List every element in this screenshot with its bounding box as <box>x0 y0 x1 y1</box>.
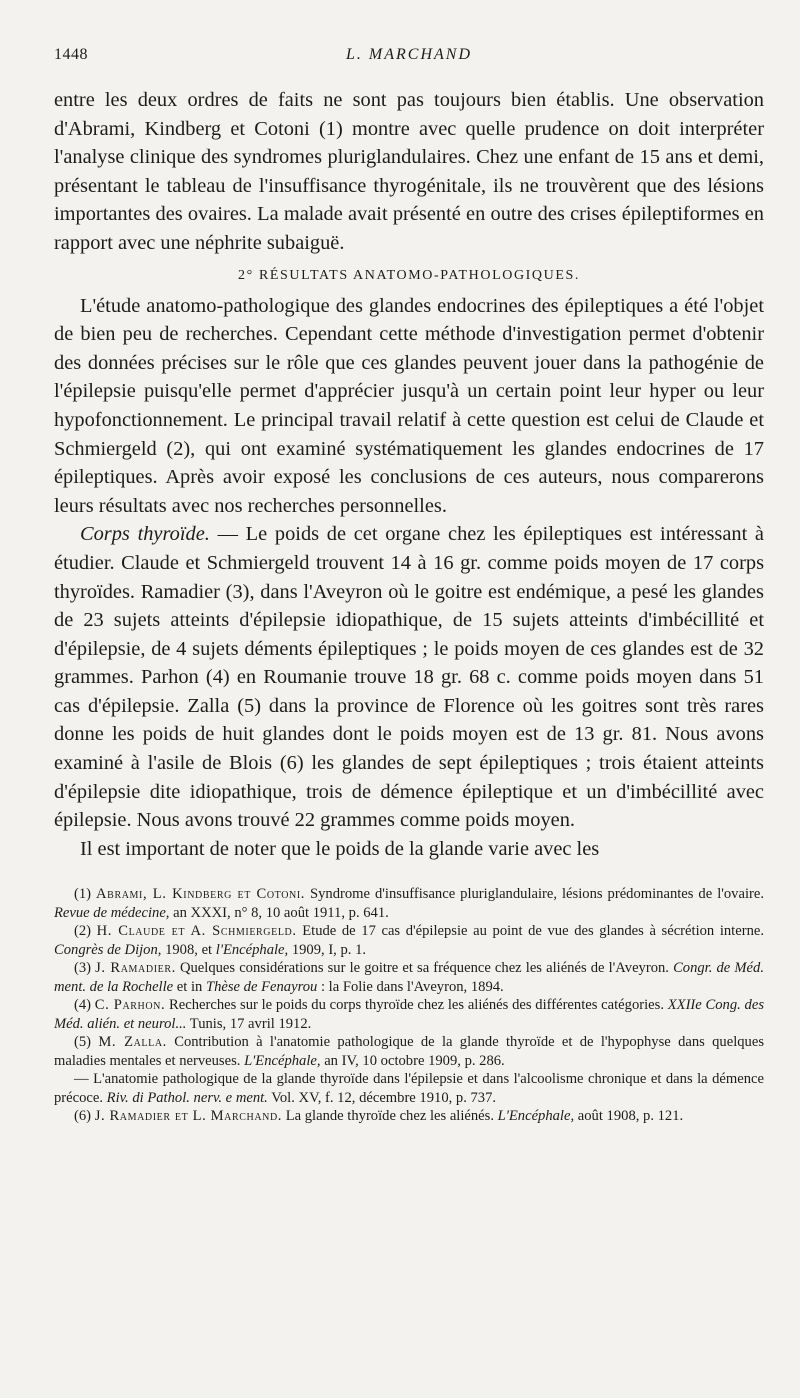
footnote-text: Contribution à l'anatomie pathologique de la glande thyroïde et de l'hypophyse dans quelques maladies mentales et nerveuses. <box>54 1034 764 1069</box>
running-head <box>54 46 764 86</box>
section-number: 2° <box>238 267 254 283</box>
footnote-text: Syndrome d'insuffisance pluriglandulaire, lésions prédominantes de l'ovaire. <box>305 886 764 903</box>
page-number: 1448 <box>54 46 88 63</box>
footnote-authors: J. Ramadier et L. Marchand. <box>94 1108 283 1125</box>
footnote-journal: Congrès de Dijon, <box>54 941 162 958</box>
paragraph-4: Il est important de noter que le poids de la glande varie avec les <box>80 837 600 860</box>
footnote-text: an IV, 10 octobre 1909, p. 286. <box>320 1052 505 1069</box>
footnotes <box>54 885 764 1126</box>
footnote-3 <box>54 959 764 996</box>
footnote-journal: L'Encéphale, <box>244 1052 321 1069</box>
footnote-authors: C. Parhon. <box>94 997 166 1014</box>
footnote-text: an XXXI, n° 8, 10 août 1911, p. 641. <box>169 904 389 921</box>
running-head-author: L. MARCHAND <box>346 46 472 63</box>
section-heading <box>54 266 764 286</box>
footnote-1 <box>54 885 764 922</box>
footnote-authors: J. Ramadier. <box>95 960 176 977</box>
footnote-number: (6) <box>74 1108 92 1125</box>
paragraph-3-text: — Le poids de cet organe chez les épileptiques est intéressant à étudier. Claude et Schmiergeld trouvent 14 à 16 gr. comme poids moyen de 17 corps thyroïdes. Ramadier (3), dans l'Aveyron où le goitre est endémique, a pesé les glandes de 23 sujets atteints d'épilepsie idiopathique, de 15 sujets atteints d'imbécillité et d'épilepsie, de 4 sujets déments épileptiques ; le poids moyen de ces glandes est de 32 grammes. Parhon (4) en Roumanie trouve 18 gr. 68 c. comme poids moyen dans 51 cas d'épilepsie. Zalla (5) dans la province de Florence où les goitres sont très rares donne les poids de huit glandes dont le poids moyen est de 13 gr. 81. Nous avons examiné à l'asile de Blois (6) les glandes de sept épileptiques ; trois étaient atteints d'épilepsie dite idiopathique, trois de démence épileptique et un d'imbécillité avec épilepsie. Nous avons trouvé 22 grammes comme poids moyen. <box>54 523 764 832</box>
footnote-number: (1) <box>74 886 92 903</box>
footnote-2 <box>54 922 764 959</box>
footnote-authors: M. Zalla. <box>98 1034 167 1051</box>
paragraph-3 <box>54 520 764 835</box>
footnote-number: (4) <box>74 997 92 1014</box>
footnote-6 <box>54 1107 764 1126</box>
paragraph-2: L'étude anatomo-pathologique des glandes endocrines des épileptiques a été l'objet de bien peu de recherches. Cependant cette méthode d'investigation permet d'obtenir des données précises sur le rôle que ces glandes peuvent jouer dans la pathogénie de l'épilepsie puisqu'elle permet d'apprécier jusqu'à un certain point leur hyper ou leur hypofonctionnement. Le principal travail relatif à cette question est celui de Claude et Schmiergeld (2), qui ont examiné systématiquement les glandes endocrines de 17 épileptiques. Après avoir exposé les conclusions de ces auteurs, nous comparerons leurs résultats avec nos recherches personnelles. <box>54 294 764 517</box>
footnote-journal: Thèse de Fenayrou <box>205 978 318 995</box>
body-text <box>54 86 764 863</box>
footnote-journal: Riv. di Pathol. nerv. e ment. <box>106 1089 268 1106</box>
footnote-5-continued <box>54 1070 764 1107</box>
subhead-corps-thyroide: Corps thyroïde. <box>80 523 210 546</box>
footnote-journal: l'Encéphale, <box>215 941 289 958</box>
footnote-number: (5) <box>74 1034 92 1051</box>
footnote-number: (3) <box>74 960 92 977</box>
footnote-journal: Congr. de Méd. ment. de la Rochelle <box>54 960 764 995</box>
footnote-journal: Revue de médecine, <box>54 904 170 921</box>
footnote-text: — L'anatomie pathologique de la glande thyroïde dans l'épilepsie et dans l'alcoolisme chronique et dans la démence précoce. <box>54 1071 764 1106</box>
footnote-authors: H. Claude et A. Schmiergeld. <box>96 923 297 940</box>
footnote-text: Recherches sur le poids du corps thyroïde chez les aliénés des différentes catégories. <box>165 997 668 1014</box>
footnote-text: 1908, et <box>161 941 216 958</box>
footnote-number: (2) <box>74 923 92 940</box>
footnote-text: août 1908, p. 121. <box>574 1108 684 1125</box>
footnote-text: : la Folie dans l'Aveyron, 1894. <box>317 978 504 995</box>
section-title: RÉSULTATS ANATOMO-PATHOLOGIQUES. <box>258 267 580 283</box>
footnote-text: Etude de 17 cas d'épilepsie au point de vue des glandes à sécrétion interne. <box>296 923 764 940</box>
footnote-text: et in <box>173 978 206 995</box>
footnote-4 <box>54 996 764 1033</box>
footnote-text: La glande thyroïde chez les aliénés. <box>282 1108 498 1125</box>
footnote-journal: L'Encéphale, <box>497 1108 575 1125</box>
footnote-text: 1909, I, p. 1. <box>288 941 367 958</box>
footnote-text: Vol. XV, f. 12, décembre 1910, p. 737. <box>267 1089 497 1106</box>
paragraph-1: entre les deux ordres de faits ne sont pas toujours bien établis. Une observation d'Abrami, Kindberg et Cotoni (1) montre avec quelle prudence on doit interpréter l'analyse clinique des syndromes pluriglandulaires. Chez une enfant de 15 ans et demi, présentant le tableau de l'insuffisance thyrogénitale, ils ne trouvèrent que des lésions importantes des ovaires. La malade avait présenté en outre des crises épileptiformes en rapport avec une néphrite subaiguë. <box>54 89 764 254</box>
footnote-5 <box>54 1033 764 1070</box>
footnote-journal: XXIIe Cong. des Méd. alién. et neurol... <box>54 997 764 1032</box>
footnote-authors: Abrami, L. Kindberg et Cotoni. <box>96 886 306 903</box>
footnote-text: Tunis, 17 avril 1912. <box>186 1015 312 1032</box>
footnote-text: Quelques considérations sur le goitre et sa fréquence chez les aliénés de l'Aveyron. <box>175 960 674 977</box>
